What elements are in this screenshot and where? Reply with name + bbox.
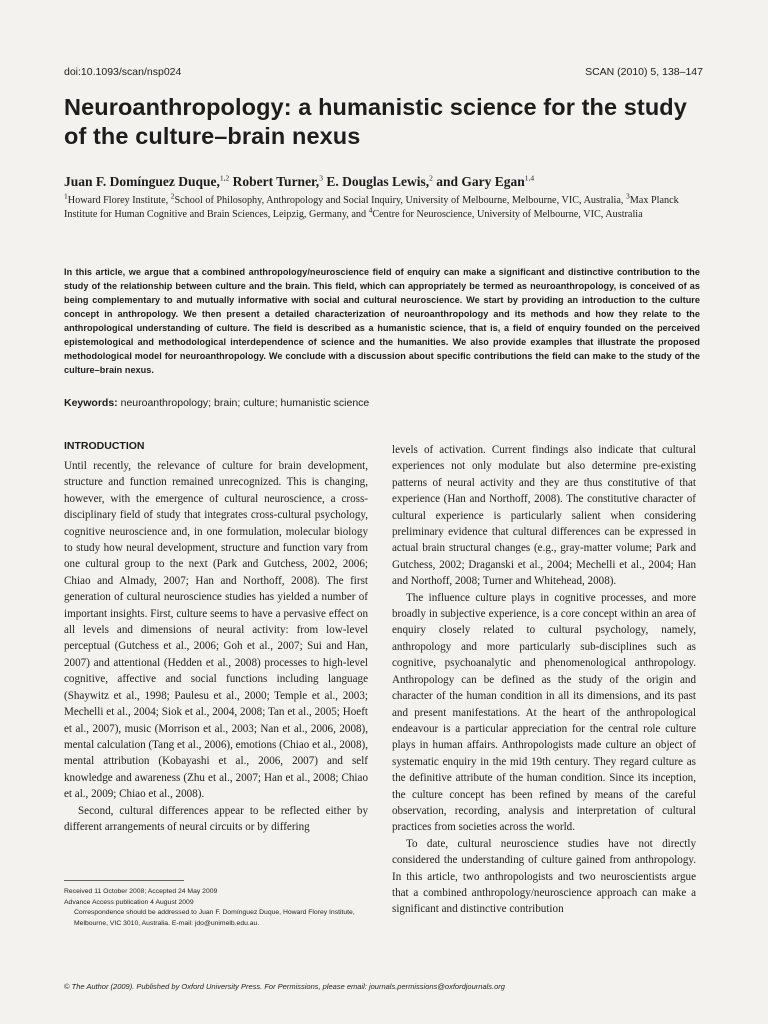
keywords [64,397,369,409]
affiliation: $^2$School of Philosophy, Anthropology and Social Inquiry, University of Melbourne, Melbourne, VIC, Australia, [170,191,626,206]
author-affiliation-mark: 1,4 [524,173,535,183]
correspondence-note: Correspondence should be addressed to Juan F. Domínguez Duque, Howard Florey Institute, Melbourne, VIC 3010, Australia. E-mail: jdo@unimelb.edu.au. [74,909,355,927]
article-title: Neuroanthropology: a humanistic science for the study of the culture–brain nexus [64,94,687,149]
keywords-text: neuroanthropology; brain; culture; humanistic science [120,397,370,409]
abstract: In this article, we argue that a combined anthropology/neuroscience field of enquiry can make a significant and distinctive contribution to the study of the relationship between culture and the brain. This field, which can appropriately be termed as neuroanthropology, is conceived of as being complementary to and mutually informative with social and cultural neuroscience. We start by providing an introduction to the culture concept in anthropology. We then present a detailed characterization of neuroanthropology and its methods and how they relate to the anthropological understanding of culture. The field is described as a humanistic science, that is, a field of enquiry founded on the perceived epistemological and methodological interdependence of science and the humanities. We also provide examples that illustrate the proposed methodological model for neuroanthropology. We conclude with a discussion about specific contributions the field can make to the study of the culture–brain nexus. [64,267,700,375]
body-paragraph: Second, cultural differences appear to be reflected either by different arrangements of neural circuits or by differing [64,804,368,833]
body-paragraph: Until recently, the relevance of culture for brain development, structure and function remained unrecognized. This is changing, however, with the emergence of cultural neuroscience, a cross-disciplinary field of study that integrates cross-cultural psychology, cognitive neuroscience and, in one formulation, molecular biology to study how neural development, structure and function vary from one cultural group to the next (Park and Gutchess, 2002, 2006; Chiao and Almady, 2007; Han and Northoff, 2008). The first generation of cultural neuroscience studies has yielded a number of important insights. First, culture seems to have a pervasive effect on all levels and dimensions of neural activity: from low-level perceptual (Gutchess et al., 2006; Goh et al., 2007; Sui and Han, 2007) and attentional (Hedden et al., 2008) processes to high-level cognitive, affective and social functions including language (Shaywitz et al., 1998; Paulesu et al., 2000; Temple et al., 2003; Mechelli et al., 2004; Siok et al., 2004, 2008; Tan et al., 2005; Hoeft et al., 2007), music (Morrison et al., 2003; Nan et al., 2006, 2008), mental calculation (Tang et al., 2006), emotions (Chiao et al., 2008), mental attribution (Kobayashi et al., 2006, 2007) and self knowledge and awareness (Zhu et al., 2007; Han et al., 2008; Chiao et al., 2009; Chiao et al., 2008). [64,460,368,801]
affiliations [64,191,704,221]
keywords-label: Keywords: [64,397,118,409]
author-name: Juan F. Domínguez Duque, [64,174,220,189]
author-list [64,174,534,190]
affiliation: $^3$Max Planck Institute for Human Cognitive and Brain Sciences, Leipzig, Germany, and [64,191,679,220]
right-column [392,442,696,918]
affiliation: $^4$Centre for Neuroscience, University of Melbourne, VIC, Australia [368,205,643,220]
author-affiliation-mark: 1,2 [219,173,230,183]
author-name: E. Douglas Lewis, [326,174,430,189]
body-paragraph: To date, cultural neuroscience studies have not directly considered the understanding of culture gained from anthropology. In this article, two anthropologists and two neuroscientists argue that a combined anthropology/neuroscience approach can make a significant and distinctive contribution [392,837,696,916]
body-paragraph: The influence culture plays in cognitive processes, and more broadly in subjective experience, is a core concept within an area of enquiry closely related to cultural psychology, namely, anthropology and more particularly sub-disciplines such as cognitive, psychoanalytic and phenomenological anthropology. Anthropology can be defined as the study of the origin and character of the human condition in all its dimensions, and its past and present manifestations. At the heart of the anthropological endeavour is a particular appreciation for the central role culture plays in human affairs. Anthropologists made culture an object of systematic enquiry in the mid 19th century. They regard culture as the definitive attribute of the human condition. Since its inception, the culture concept has been refined by means of the careful observation, recording, analysis and interpretation of cultural practices from societies across the world. [392,591,696,834]
footnotes [64,887,374,929]
author-name: Robert Turner, [232,174,320,189]
advance-access-date: Advance Access publication 4 August 2009 [64,898,194,906]
affiliation: $^1$Howard Florey Institute, [64,191,171,206]
author-name: and Gary Egan [436,174,525,189]
author-affiliation-mark: 2 [429,173,433,183]
received-date: Received 11 October 2008; Accepted 24 May 2009 [64,888,218,895]
left-column [64,440,368,835]
doi-text: doi:10.1093/scan/nsp024 [64,66,182,78]
author-affiliation-mark: 3 [319,173,323,183]
journal-reference: SCAN (2010) 5, 138–147 [585,66,703,78]
footnote-divider [64,880,184,881]
section-heading-introduction: INTRODUCTION [64,440,145,452]
copyright-notice: © The Author (2009). Published by Oxford University Press. For Permissions, please email: journals.permissions@oxfordjournals.org [64,982,505,991]
body-paragraph: levels of activation. Current findings also indicate that cultural experiences not only modulate but also determine pre-existing patterns of neural activity and they are thus constitutive of that experience (Han and Northoff, 2008). The constitutive character of cultural experience is particularly salient when considering preliminary evidence that cultural differences can be expressed in actual brain structural changes (e.g., gray-matter volume; Park and Gutchess, 2002; Draganski et al., 2004; Mechelli et al., 2004; Han and Northoff, 2008; Turner and Whitehead, 2008). [392,444,696,588]
